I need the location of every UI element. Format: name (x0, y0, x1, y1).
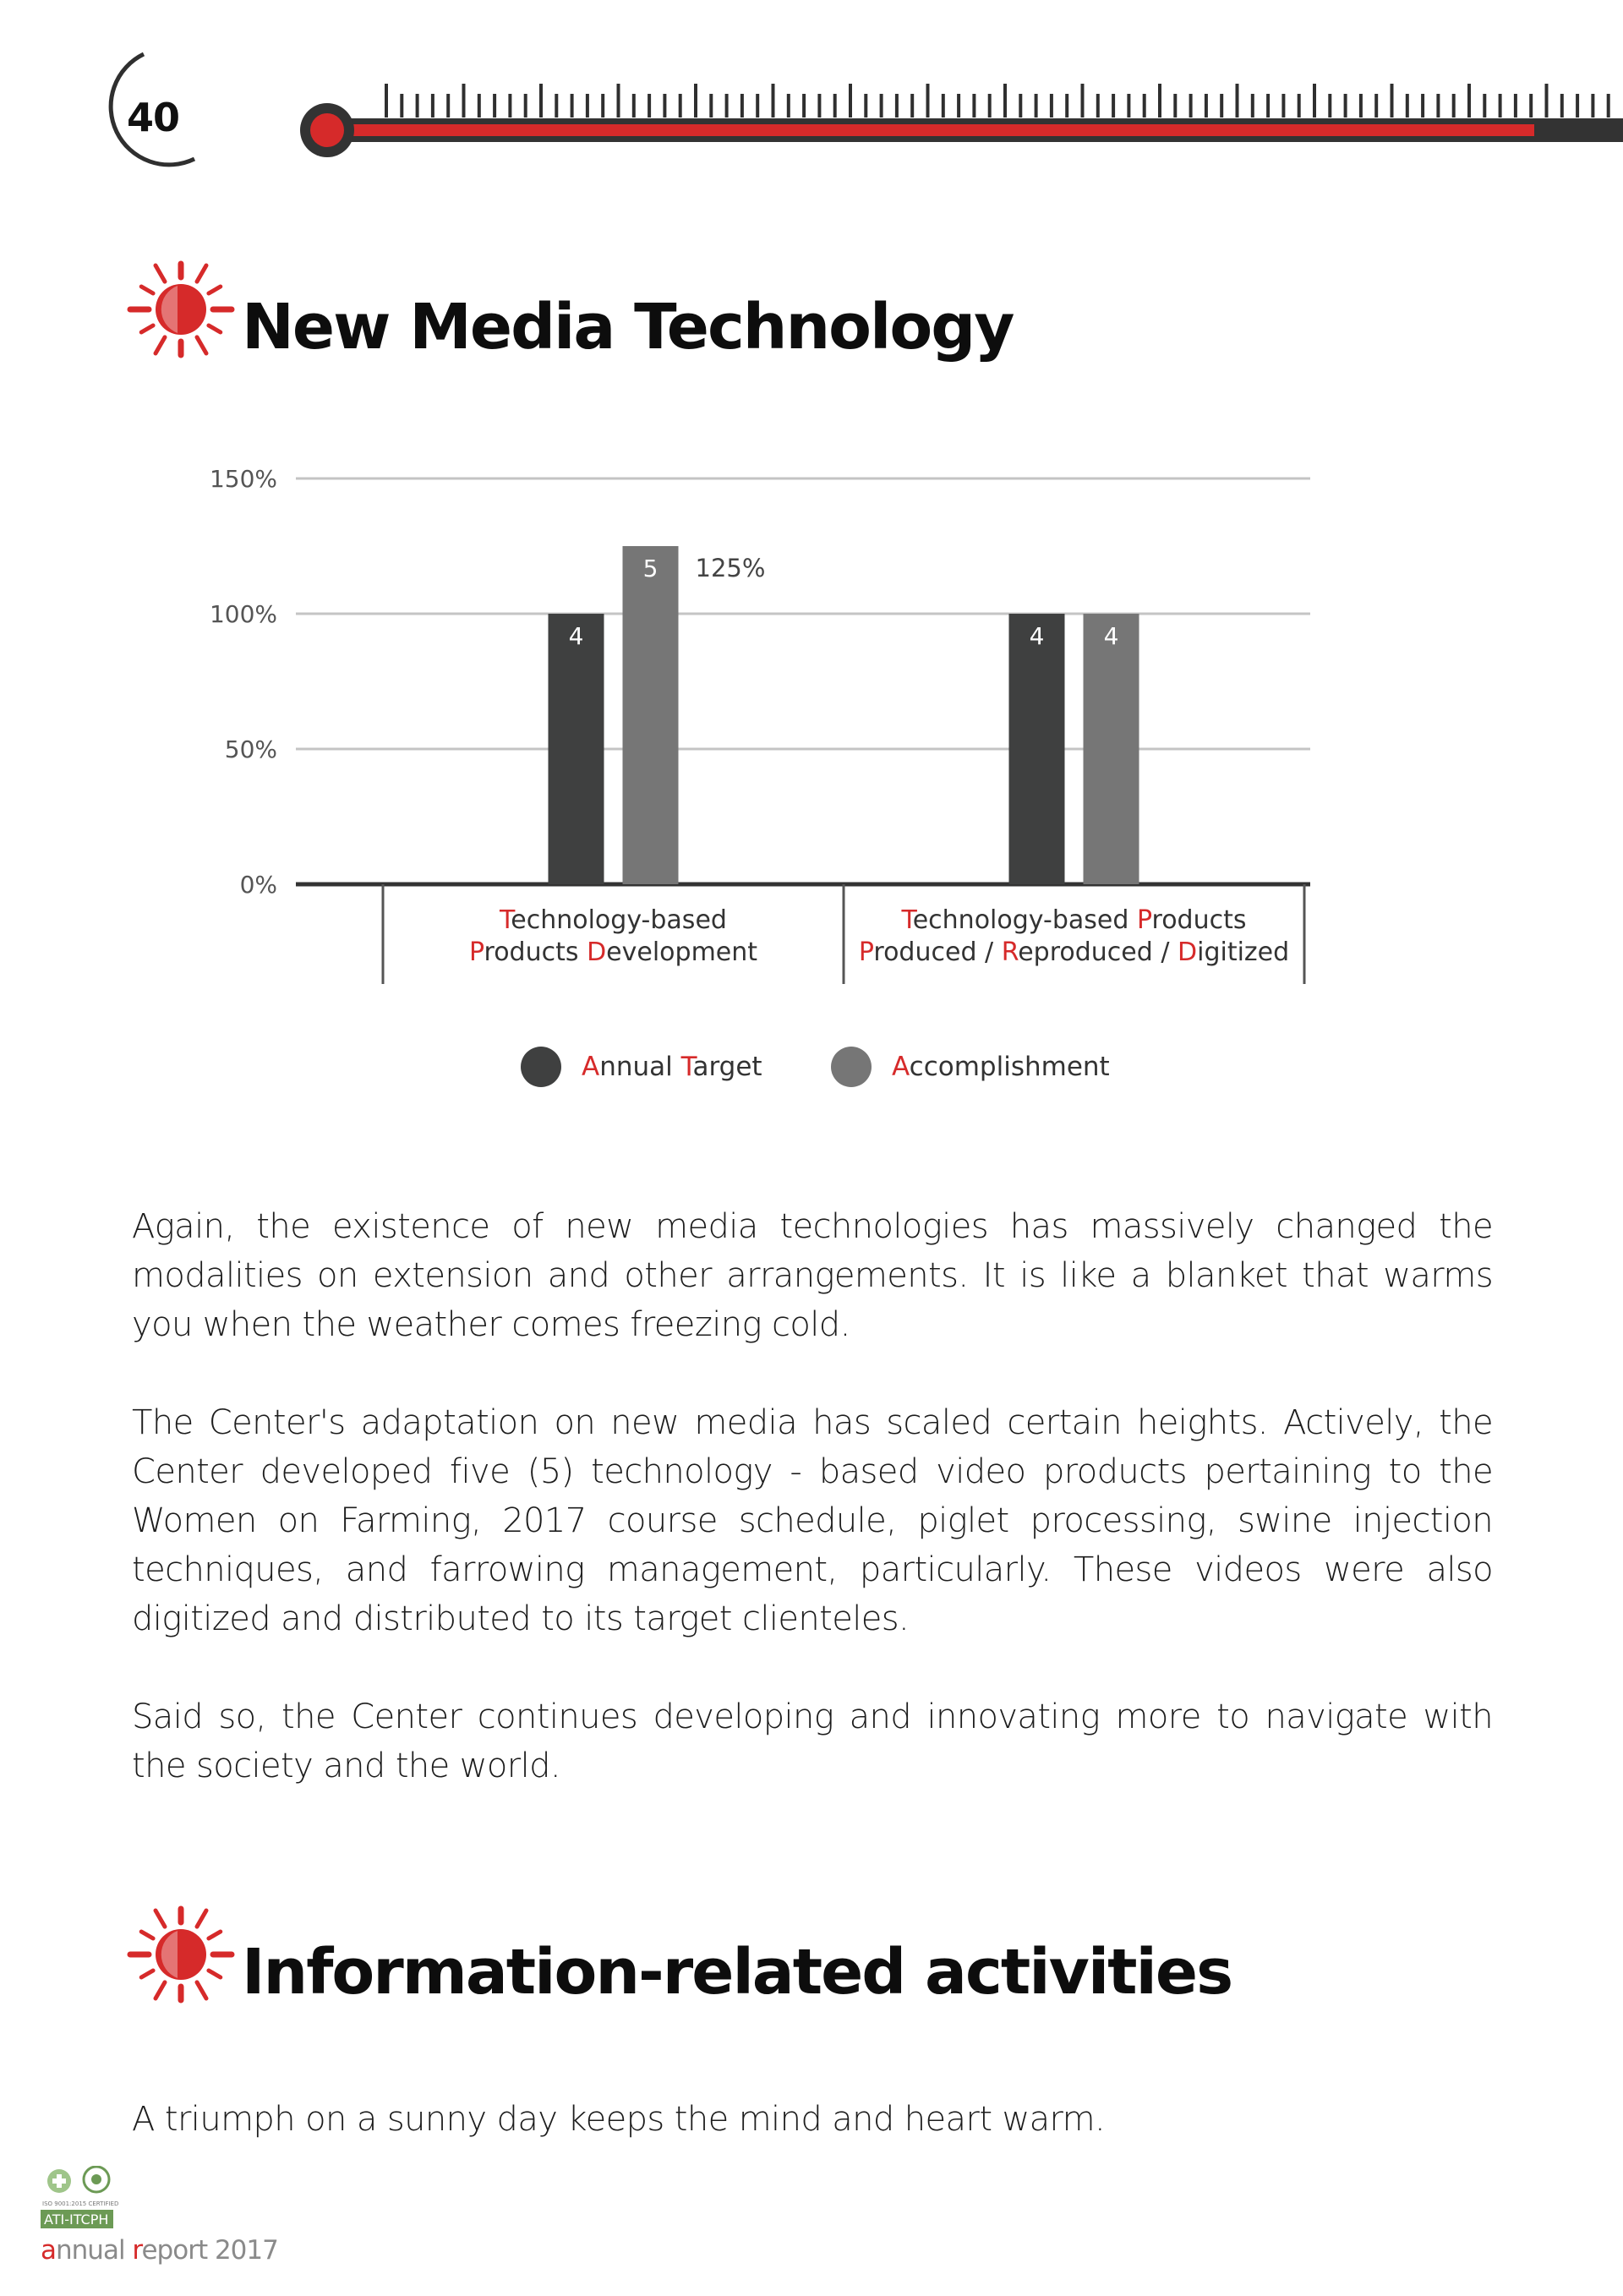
bar (1009, 614, 1065, 884)
legend-swatch (831, 1047, 872, 1087)
paragraph-4: A triumph on a sunny day keeps the mind and heart warm. (132, 2100, 1106, 2139)
bar-chart (194, 448, 1378, 1116)
page-number: 40 (127, 95, 180, 140)
legend-label: Accomplishment (892, 1052, 1110, 1082)
sun-burst-icon (127, 1899, 235, 2007)
section-heading-information (127, 1889, 1232, 2007)
bar (623, 546, 679, 884)
caption-accent: r (132, 2235, 142, 2266)
caption-text: nnual (56, 2235, 133, 2266)
y-tick-label: 0% (239, 871, 277, 899)
section-title: Information-related activities (242, 1936, 1232, 2009)
footer-caption (41, 2235, 278, 2266)
logo-text: ATI-ITCPH (44, 2211, 109, 2228)
paragraph-2: The Center's adaptation on new media has scaled certain heights. Actively, the Center developed five (5) technology - based video products pertaining to the Women on Farming, 2017 course schedule, piglet processing, swine injection techniques, and farrowing management, particularly. These videos were also digitized and distributed to its target clienteles. (132, 1403, 1493, 1638)
bar-data-label: 4 (568, 622, 584, 650)
section-heading-new-media (127, 243, 1013, 362)
iso-certified-text: ISO 9001:2015 CERTIFIED (42, 2200, 119, 2207)
bar-chart-svg (194, 448, 1378, 1116)
bar (1084, 614, 1139, 884)
category-label: Products Development (468, 938, 758, 967)
sun-burst-icon (127, 254, 235, 362)
caption-text: eport 2017 (141, 2235, 278, 2266)
header-ruler-decoration (292, 80, 1623, 161)
y-tick-label: 50% (224, 735, 277, 763)
category-label: Technology-based (500, 905, 727, 935)
section-title: New Media Technology (242, 291, 1014, 364)
bar (549, 614, 604, 884)
ati-itcph-logo (41, 2166, 125, 2235)
category-label: Technology-based Products (901, 905, 1247, 935)
legend-label: Annual Target (582, 1052, 762, 1082)
caption-accent: a (41, 2235, 56, 2266)
y-tick-label: 150% (209, 465, 277, 493)
legend-swatch (521, 1047, 561, 1087)
category-label: Produced / Reproduced / Digitized (858, 938, 1290, 967)
y-tick-label: 100% (209, 600, 277, 628)
bar-data-label: 4 (1029, 622, 1045, 650)
bar-annotation: 125% (695, 554, 766, 582)
bar-data-label: 5 (642, 555, 658, 582)
paragraph-3: Said so, the Center continues developing and innovating more to navigate with the society and the world. (132, 1697, 1493, 1785)
paragraph-1: Again, the existence of new media technologies has massively changed the modalities on extension and other arrangements. It is like a blanket that warms you when the weather comes freezing cold. (132, 1207, 1493, 1344)
bar-data-label: 4 (1103, 622, 1119, 650)
